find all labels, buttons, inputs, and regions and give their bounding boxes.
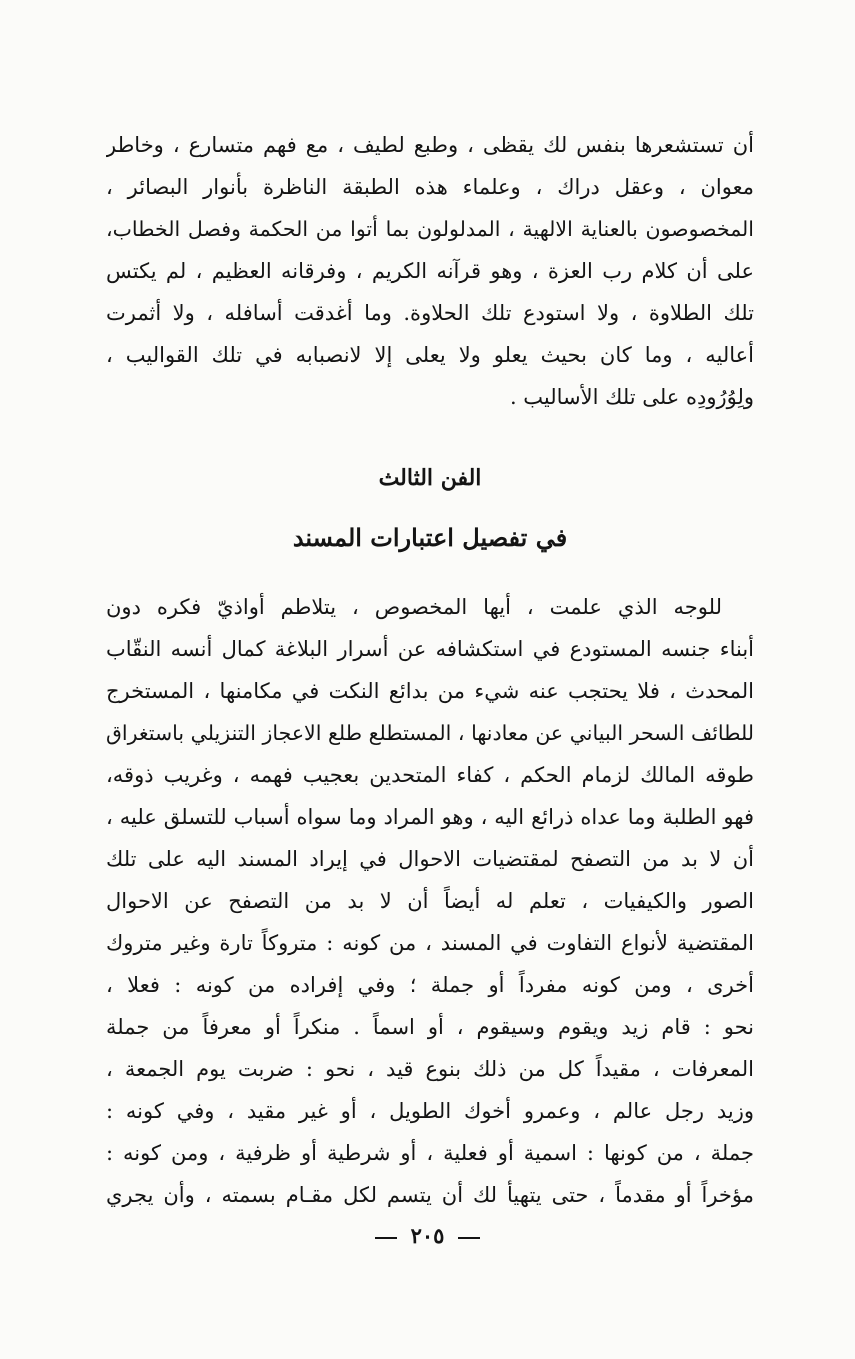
text-line: طوقه المالك لزمام الحكم ، كفاء المتحدين بعجيب فهمه ، وغريب ذوقه، bbox=[106, 763, 754, 787]
text-line: الصور والكيفيات ، تعلم له أيضاً أن لا بد من التصفح عن الاحوال bbox=[106, 889, 754, 913]
text-line: للطائف السحر البياني عن معادنها ، المستطلع طلع الاعجاز التنزيلي باستغراق bbox=[106, 721, 754, 745]
text-line: فهو الطلبة وما عداه ذرائع اليه ، وهو المراد وما سواه أسباب للتسلق عليه ، bbox=[106, 805, 754, 829]
section-subtitle: في تفصيل اعتبارات المسند bbox=[292, 523, 568, 552]
text-line: أن تستشعرها بنفس لك يقظى ، وطبع لطيف ، مع فهم متسارع ، وخاطر bbox=[106, 133, 754, 157]
text-line: أخرى ، ومن كونه مفرداً أو جملة ؛ وفي إفراده من كونه : فعلا ، bbox=[106, 973, 754, 997]
text-line: للوجه الذي علمت ، أيها المخصوص ، يتلاطم أواذيّ فكره دون bbox=[106, 595, 722, 619]
text-line: المقتضية لأنواع التفاوت في المسند ، من كونه : متروكاً تارة وغير متروك bbox=[106, 931, 754, 955]
text-line: نحو : قام زيد ويقوم وسيقوم ، أو اسماً . منكراً أو معرفاً من جملة bbox=[106, 1015, 754, 1039]
text-line: أن لا بد من التصفح لمقتضيات الاحوال في إيراد المسند اليه على تلك bbox=[106, 847, 754, 871]
text-line: المعرفات ، مقيداً كل من ذلك بنوع قيد ، نحو : ضربت يوم الجمعة ، bbox=[106, 1057, 754, 1081]
paragraph-2 bbox=[106, 586, 754, 1216]
text-line: المحدث ، فلا يحتجب عنه شيء من بدائع النكت في مكامنها ، المستخرج bbox=[106, 679, 754, 703]
text-line: أبناء جنسه المستودع في استكشافه عن أسرار البلاغة كمال أنسه النقّاب bbox=[106, 637, 754, 661]
text-line: مؤخراً أو مقدماً ، حتى يتهيأ لك أن يتسم لكل مقـام بسمته ، وأن يجري bbox=[106, 1183, 754, 1207]
text-line: جملة ، من كونها : اسمية أو فعلية ، أو شرطية أو ظرفية ، ومن كونه : bbox=[106, 1141, 754, 1165]
page-number-text: ٢٠٥ bbox=[410, 1223, 445, 1248]
page-number bbox=[0, 1218, 855, 1254]
paragraph-1 bbox=[106, 124, 754, 418]
text-line: على أن كلام رب العزة ، وهو قرآنه الكريم ، وفرقانه العظيم ، لم يكتس bbox=[106, 259, 754, 283]
dash-left bbox=[375, 1237, 397, 1239]
text-line: معوان ، وعقل دراك ، وعلماء هذه الطبقة الناظرة بأنوار البصائر ، bbox=[106, 175, 754, 199]
text-line: المخصوصون بالعناية الالهية ، المدلولون بما أتوا من الحكمة وفصل الخطاب، bbox=[106, 217, 754, 241]
text-line: وزيد رجل عالم ، وعمرو أخوك الطويل ، أو غير مقيد ، وفي كونه : bbox=[106, 1099, 754, 1123]
text-line: تلك الطلاوة ، ولا استودع تلك الحلاوة. وما أغدقت أسافله ، ولا أثمرت bbox=[106, 301, 754, 325]
section-title: الفن الثالث bbox=[378, 465, 482, 491]
dash-right bbox=[458, 1237, 480, 1239]
text-line: ولِوُرُودِه على تلك الأساليب . bbox=[509, 385, 754, 409]
text-line: أعاليه ، وما كان بحيث يعلو ولا يعلى إلا لانصبابه في تلك القواليب ، bbox=[106, 343, 754, 367]
